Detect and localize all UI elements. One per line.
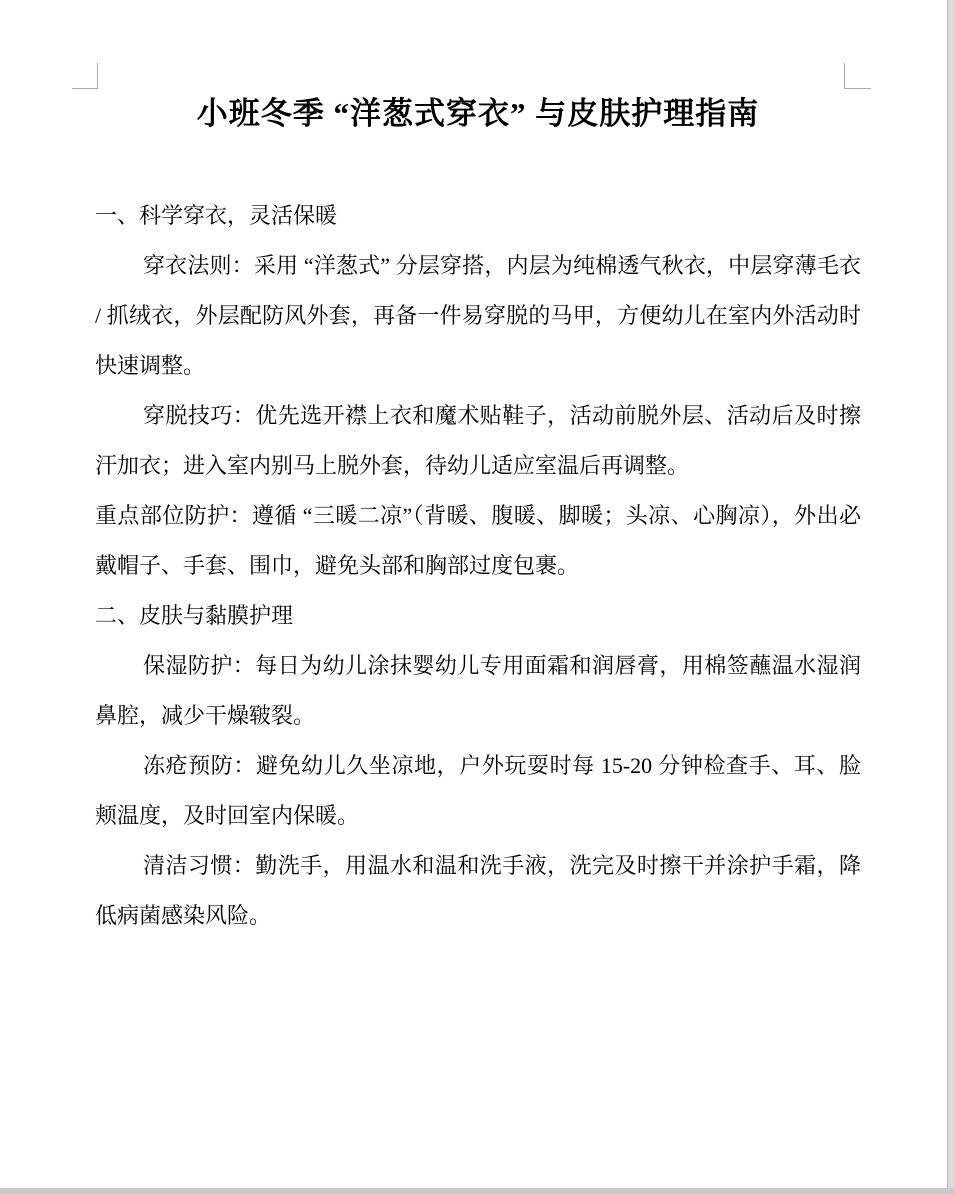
page-title[interactable]: 小班冬季 “洋葱式穿衣” 与皮肤护理指南 <box>196 96 760 131</box>
paragraph-dressing-rule[interactable]: 穿衣法则：采用 “洋葱式” 分层穿搭，内层为纯棉透气秋衣，中层穿薄毛衣 / 抓绒衣，外层配防风外套，再备一件易穿脱的马甲，方便幼儿在室内外活动时快速调整。 <box>95 253 861 378</box>
paragraph-section-2-heading[interactable]: 二、皮肤与黏膜护理 <box>95 603 294 628</box>
app-background-right-strip <box>947 0 954 1194</box>
document-body <box>95 191 861 941</box>
document-text-area[interactable] <box>95 0 861 941</box>
paragraph-key-area-protection[interactable]: 重点部位防护：遵循 “三暖二凉”（背暖、腹暖、脚暖；头凉、心胸凉），外出必戴帽子、手套、围巾，避免头部和胸部过度包裹。 <box>95 503 861 578</box>
app-background-bottom-strip <box>0 1188 954 1194</box>
paragraph-cleaning-habits[interactable]: 清洁习惯：勤洗手，用温水和温和洗手液，洗完及时擦干并涂护手霜，降低病菌感染风险。 <box>95 853 861 928</box>
paragraph-moisturizing[interactable]: 保湿防护：每日为幼儿涂抹婴幼儿专用面霜和润唇膏，用棉签蘸温水湿润鼻腔，减少干燥皲裂。 <box>95 653 861 728</box>
paragraph-section-1-heading[interactable]: 一、科学穿衣，灵活保暖 <box>95 203 338 228</box>
paragraph-frostbite-prevention[interactable]: 冻疮预防：避免幼儿久坐凉地，户外玩耍时每 15-20 分钟检查手、耳、脸颊温度，及时回室内保暖。 <box>95 753 861 828</box>
paragraph-dressing-tips[interactable]: 穿脱技巧：优先选开襟上衣和魔术贴鞋子，活动前脱外层、活动后及时擦汗加衣；进入室内别马上脱外套，待幼儿适应室温后再调整。 <box>95 403 861 478</box>
